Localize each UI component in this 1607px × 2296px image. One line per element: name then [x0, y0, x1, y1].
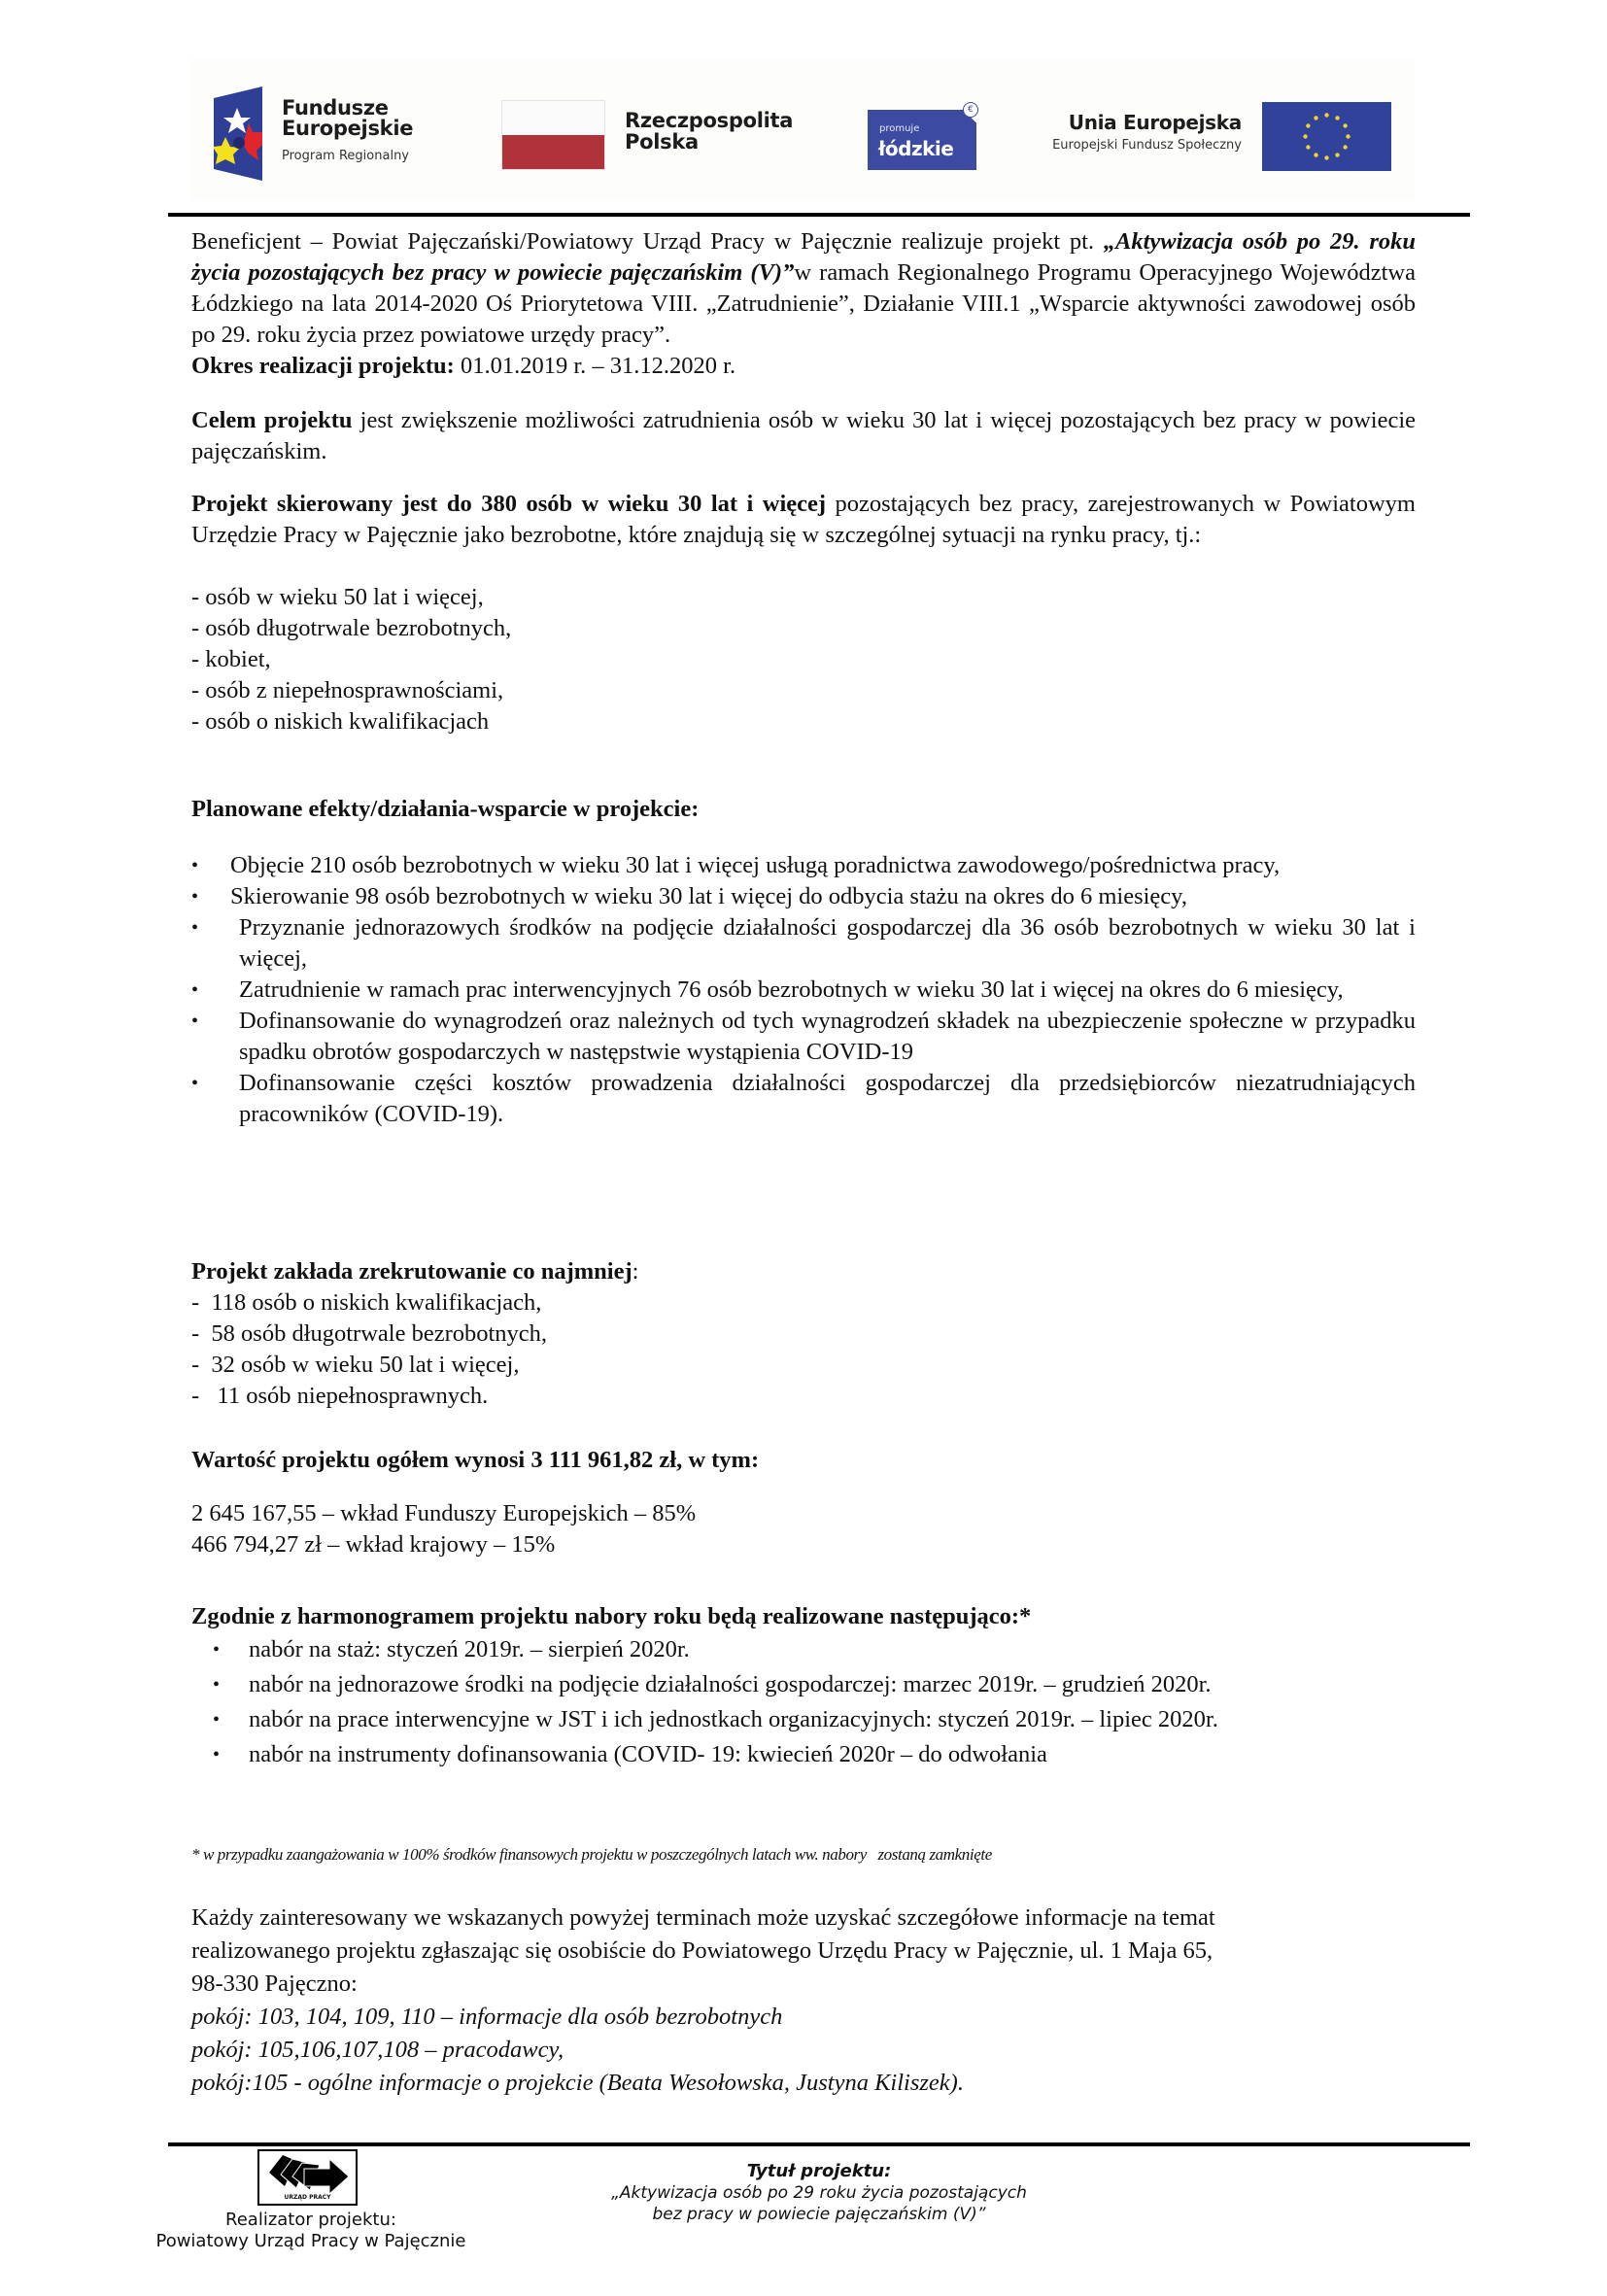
- rzeczpospolita-text: [625, 110, 793, 153]
- list-item: [191, 1667, 1416, 1702]
- planned-item-text: Dofinansowanie części kosztów prowadzenia działalności gospodarczej dla przedsiębiorców niezatrudniających pracowników (COVID-19).: [239, 1070, 1416, 1127]
- euro-circle-icon: €: [963, 102, 978, 118]
- planned-item-text: Skierowanie 98 osób bezrobotnych w wieku 30 lat i więcej do odbycia stażu na okres do 6 miesięcy,: [230, 883, 1187, 909]
- list-item: - osób o niskich kwalifikacjach: [191, 708, 490, 735]
- goal-text: jest zwiększenie możliwości zatrudnienia osób w wieku 30 lat i więcej pozostających bez pracy w powiecie pajęczańskim.: [191, 407, 1416, 464]
- project-title-block: [576, 2161, 1062, 2225]
- recruitment-section: [191, 1256, 1416, 1412]
- schedule-heading: [191, 1601, 1416, 1632]
- realizator-block: [126, 2210, 496, 2252]
- list-item: - 58 osób długotrwale bezrobotnych,: [191, 1320, 548, 1347]
- eu-star-icon: [1335, 153, 1339, 156]
- pl-line1: Rzeczpospolita: [625, 109, 794, 132]
- planned-item-text: Objęcie 210 osób bezrobotnych w wieku 30 lat i więcej usługą poradnictwa zawodowego/pośrednictwa pracy,: [230, 852, 1281, 878]
- list-item: - 11 osób niepełnosprawnych.: [191, 1383, 489, 1409]
- urzad-pracy-label: URZĄD PRACY: [284, 2194, 331, 2201]
- eu-star-icon: [1324, 155, 1328, 159]
- urzad-pracy-logo: [257, 2149, 358, 2206]
- bullet-icon: •: [213, 1674, 221, 1696]
- unia-europejska-text: [1052, 110, 1242, 156]
- list-item: - kobiet,: [191, 646, 271, 672]
- period-label: Okres realizacji projektu:: [191, 353, 455, 379]
- recruitment-heading-suffix: :: [632, 1258, 639, 1285]
- title-label: Tytuł projektu:: [746, 2161, 892, 2181]
- fe-line2: Europejskie: [282, 117, 414, 140]
- fundusze-europejskie-logo-icon: [214, 86, 262, 181]
- planned-item-text: Przyznanie jednorazowych środków na podjęcie działalności gospodarczej dla 36 osób bezrobotnych w wieku 30 lat i więcej,: [239, 914, 1416, 972]
- lodzkie-logo: [868, 105, 976, 170]
- realizator-label: Realizator projektu:: [225, 2210, 396, 2230]
- eu-star-icon: [1343, 123, 1347, 127]
- intro-rest: w ramach Regionalnego Programu Operacyjnego Województwa Łódzkiego na lata 2014-2020 Oś Priorytetowa VIII. „Zatrudnienie”, Działanie VIII.1 „Wsparcie aktywności zawodowej osób po 29. roku życia przez powiatowe urzędy pracy”.: [191, 259, 1416, 348]
- goal-label: Celem projektu: [191, 407, 353, 433]
- eu-star-icon: [1346, 134, 1350, 138]
- recruitment-heading: Projekt zakłada zrekrutowanie co najmniej: [191, 1258, 633, 1285]
- title-line1: „Aktywizacja osób po 29 roku życia pozostających: [611, 2183, 1027, 2203]
- bullet-icon: •: [191, 855, 199, 876]
- list-item: [191, 1632, 1416, 1667]
- list-item: [191, 1737, 1416, 1772]
- pl-line2: Polska: [625, 130, 699, 154]
- list-item: [191, 1702, 1416, 1737]
- national-contribution: 466 794,27 zł – wkład krajowy – 15%: [191, 1531, 556, 1558]
- schedule-item-text: nabór na prace interwencyjne w JST i ich jednostkach organizacyjnych: styczeń 2019r. – lipiec 2020r.: [249, 1706, 1218, 1732]
- room-info: pokój: 105,106,107,108 – pracodawcy,: [191, 2037, 564, 2063]
- eu-star-icon: [1314, 153, 1317, 156]
- target-text: pozostających bez pracy, zarejestrowanych w Powiatowym Urzędzie Pracy w Pajęcznie jako bezrobotne, które znajdują się w szczególnej sytuacji na rynku pracy, tj.:: [191, 491, 1416, 548]
- eu-star-icon: [1335, 116, 1339, 120]
- lodzkie-line1: promuje: [879, 123, 920, 134]
- footnote: * w przypadku zaangażowania w 100% środków finansowych projektu w poszczególnych latach ww. nabory zostaną zamknięte: [191, 1845, 992, 1864]
- list-item: - osób z niepełnosprawnościami,: [191, 677, 504, 703]
- list-item: - osób w wieku 50 lat i więcej,: [191, 584, 484, 610]
- bullet-icon: •: [191, 1011, 199, 1032]
- planned-heading-text: Planowane efekty/działania-wsparcie w projekcie:: [191, 796, 700, 822]
- eu-star-icon: [1306, 123, 1310, 127]
- arrow-cards-icon: [259, 2153, 356, 2196]
- schedule-item-text: nabór na staż: styczeń 2019r. – sierpień 2020r.: [249, 1636, 690, 1662]
- fe-line3: Program Regionalny: [282, 149, 409, 163]
- eu-flag-icon: [1262, 102, 1391, 171]
- list-item: - 32 osób w wieku 50 lat i więcej,: [191, 1352, 520, 1378]
- list-item: - osób długotrwale bezrobotnych,: [191, 615, 512, 641]
- bullet-icon: •: [213, 1744, 221, 1765]
- title-line2: bez pracy w powiecie pajęczańskim (V)”: [652, 2205, 986, 2224]
- bullet-icon: •: [191, 917, 199, 939]
- bullet-icon: •: [213, 1709, 221, 1731]
- eu-star-icon: [1314, 116, 1317, 120]
- planned-heading: [191, 794, 1416, 825]
- list-item: - 118 osób o niskich kwalifikacjach,: [191, 1289, 542, 1316]
- room-info: pokój: 103, 104, 109, 110 – informacje dla osób bezrobotnych: [191, 2004, 783, 2030]
- footer-rule: [168, 2142, 1470, 2146]
- intro-paragraph: [191, 226, 1416, 382]
- room-info: pokój:105 - ogólne informacje o projekcie (Beata Wesołowska, Justyna Kiliszek).: [191, 2070, 964, 2096]
- contact-line: realizowanego projektu zgłaszając się osobiście do Powiatowego Urzędu Pracy w Pajęcznie, ul. 1 Maja 65,: [191, 1937, 1214, 1964]
- list-item: [191, 1068, 1416, 1130]
- bullet-icon: •: [191, 979, 199, 1001]
- bullet-icon: •: [191, 886, 199, 908]
- ue-line1: Unia Europejska: [1068, 111, 1242, 134]
- list-item: [191, 912, 1416, 975]
- header-rule: [168, 213, 1470, 217]
- eu-contribution: 2 645 167,55 – wkład Funduszy Europejskich – 85%: [191, 1500, 697, 1526]
- planned-item-text: Dofinansowanie do wynagrodzeń oraz należnych od tych wynagrodzeń składek na ubezpieczenie społeczne w przypadku spadku obrotów gospodarczych w następstwie wystąpienia COVID-19: [239, 1008, 1416, 1065]
- ue-line2: Europejski Fundusz Społeczny: [1052, 138, 1242, 153]
- planned-item-text: Zatrudnienie w ramach prac interwencyjnych 76 osób bezrobotnych w wieku 30 lat i więcej na okres do 6 miesięcy,: [239, 977, 1344, 1003]
- fundusze-europejskie-text: [282, 98, 413, 168]
- contact-line: 98-330 Pajęczno:: [191, 1970, 358, 1997]
- target-label: Projekt skierowany jest do 380 osób w wieku 30 lat i więcej: [191, 491, 827, 517]
- bullet-icon: •: [213, 1639, 221, 1661]
- list-item: [191, 881, 1416, 912]
- intro-lead: Beneficjent – Powiat Pajęczański/Powiatowy Urząd Pracy w Pajęcznie realizuje projekt pt.: [191, 228, 1104, 255]
- list-item: [191, 850, 1416, 881]
- list-item: [191, 975, 1416, 1006]
- contact-line: Każdy zainteresowany we wskazanych powyżej terminach może uzyskać szczegółowe informacje na temat: [191, 1904, 1215, 1931]
- value-breakdown: [191, 1498, 1416, 1560]
- list-item: [191, 1006, 1416, 1068]
- eu-star-icon: [1303, 134, 1307, 138]
- schedule-list: [191, 1632, 1416, 1772]
- project-title: „Aktywizacja osób po 29. roku życia pozostających bez pracy w powiecie pajęczańskim (V)”: [191, 228, 1416, 286]
- eu-star-icon: [1306, 145, 1310, 149]
- target-paragraph: [191, 489, 1416, 551]
- period-value: 01.01.2019 r. – 31.12.2020 r.: [454, 353, 736, 379]
- eu-star-icon: [1324, 113, 1328, 117]
- schedule-item-text: nabór na instrumenty dofinansowania (COVID- 19: kwiecień 2020r – do odwołania: [249, 1741, 1047, 1767]
- value-heading: [191, 1445, 1416, 1476]
- polish-flag-icon: [501, 100, 605, 170]
- realizator-name: Powiatowy Urząd Pracy w Pajęcznie: [155, 2231, 466, 2251]
- goal-paragraph: [191, 405, 1416, 467]
- target-groups-list: [191, 582, 1416, 737]
- contact-section: [191, 1902, 1416, 2100]
- lodzkie-line2: łódzkie: [878, 137, 954, 160]
- bullet-icon: •: [191, 1073, 199, 1094]
- schedule-heading-text: Zgodnie z harmonogramem projektu nabory roku będą realizowane następująco:*: [191, 1603, 1032, 1629]
- eu-star-icon: [1343, 145, 1347, 149]
- value-heading-text: Wartość projektu ogółem wynosi 3 111 961,82 zł, w tym:: [191, 1447, 760, 1473]
- schedule-item-text: nabór na jednorazowe środki na podjęcie działalności gospodarczej: marzec 2019r. – grudzień 2020r.: [249, 1671, 1212, 1697]
- fe-line1: Fundusze: [282, 96, 389, 120]
- planned-list: [191, 850, 1416, 1130]
